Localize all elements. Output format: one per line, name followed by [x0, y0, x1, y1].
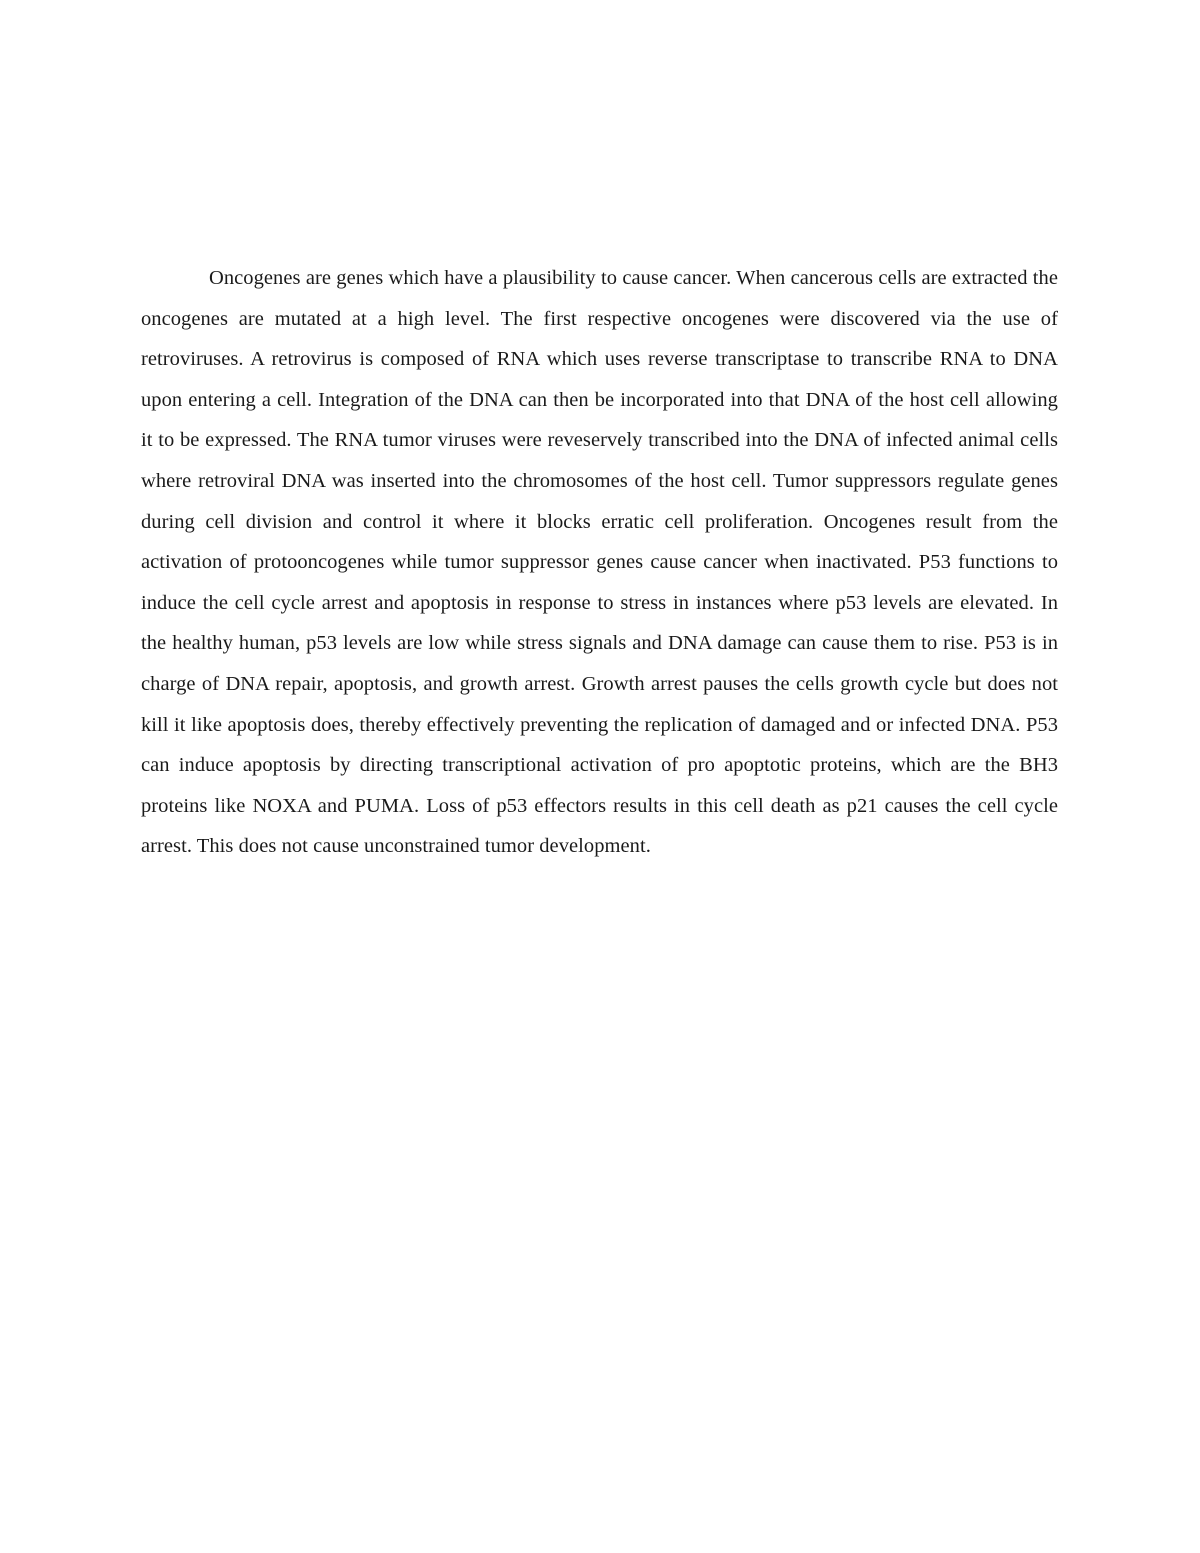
body-paragraph: Oncogenes are genes which have a plausibility to cause cancer. When cancerous cells are extracted the oncogenes are mutated at a high level. The first respective oncogenes were discovered via the use of retroviruses. A retrovirus is composed of RNA which uses reverse transcriptase to transcribe RNA to DNA upon entering a cell. Integration of the DNA can then be incorporated into that DNA of the host cell allowing it to be expressed. The RNA tumor viruses were reveservely transcribed into the DNA of infected animal cells where retroviral DNA was inserted into the chromosomes of the host cell. Tumor suppressors regulate genes during cell division and control it where it blocks erratic cell proliferation. Oncogenes result from the activation of protooncogenes while tumor suppressor genes cause cancer when inactivated. P53 functions to induce the cell cycle arrest and apoptosis in response to stress in instances where p53 levels are elevated. In the healthy human, p53 levels are low while stress signals and DNA damage can cause them to rise. P53 is in charge of DNA repair, apoptosis, and growth arrest. Growth arrest pauses the cells growth cycle but does not kill it like apoptosis does, thereby effectively preventing the replication of damaged and or infected DNA. P53 can induce apoptosis by directing transcriptional activation of pro apoptotic proteins, which are the BH3 proteins like NOXA and PUMA. Loss of p53 effectors results in this cell death as p21 causes the cell cycle arrest. This does not cause unconstrained tumor development.: [141, 267, 1058, 858]
